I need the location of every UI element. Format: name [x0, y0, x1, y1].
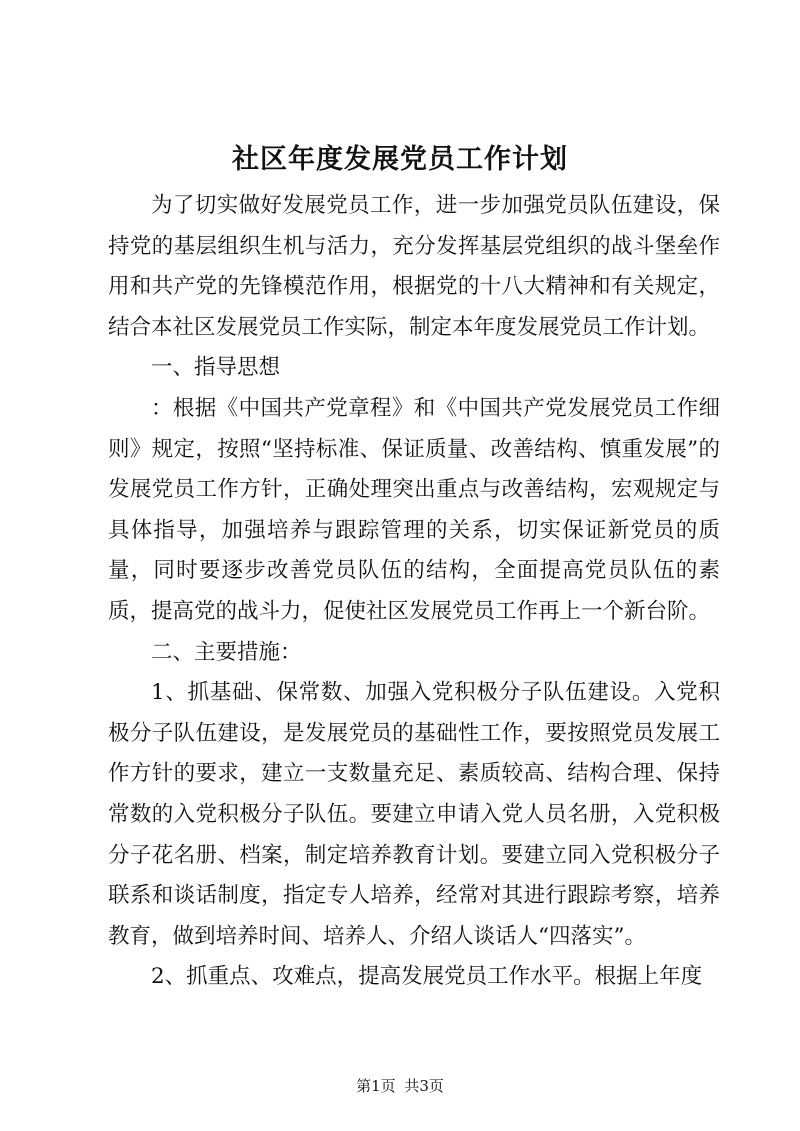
measure-2-paragraph: 2、抓重点、攻难点，提高发展党员工作水平。根据上年度: [151, 964, 703, 990]
document-title: 社区年度发展党员工作计划: [232, 144, 568, 175]
section-heading-main-measures: 二、主要措施：: [151, 639, 302, 665]
page-number-total: 共3页: [404, 1077, 444, 1095]
guiding-ideology-paragraph: ：根据《中国共产党章程》和《中国共产党发展党员工作细则》规定，按照“坚持标准、保证质量、改善结构、慎重发展”的发展党员工作方针，正确处理突出重点与改善结构，宏观规定与具体指导，加强培养与跟踪管理的关系，切实保证新党员的质量，同时要逐步改善党员队伍的结构，全面提高党员队伍的素质，提高党的战斗力，促使社区发展党员工作再上一个新台阶。: [108, 395, 720, 624]
page-number-current: 第1页: [356, 1077, 396, 1095]
section-heading-guiding-ideology: 一、指导思想: [151, 355, 281, 381]
document-body: [108, 186, 720, 998]
page-footer: [0, 1076, 800, 1096]
measure-1-paragraph: 1、抓基础、保常数、加强入党积极分子队伍建设。入党积极分子队伍建设，是发展党员的基础性工作，要按照党员发展工作方针的要求，建立一支数量充足、素质较高、结构合理、保持常数的入党积极分子队伍。要建立申请入党人员名册，入党积极分子花名册、档案，制定培养教育计划。要建立同入党积极分子联系和谈话制度，指定专人培养，经常对其进行跟踪考察，培养教育，做到培养时间、培养人、介绍人谈话人“四落实”。: [108, 680, 720, 949]
intro-paragraph: 为了切实做好发展党员工作，进一步加强党员队伍建设，保持党的基层组织生机与活力，充分发挥基层党组织的战斗堡垒作用和共产党的先锋模范作用，根据党的十八大精神和有关规定，结合本社区发展党员工作实际，制定本年度发展党员工作计划。: [108, 193, 720, 340]
